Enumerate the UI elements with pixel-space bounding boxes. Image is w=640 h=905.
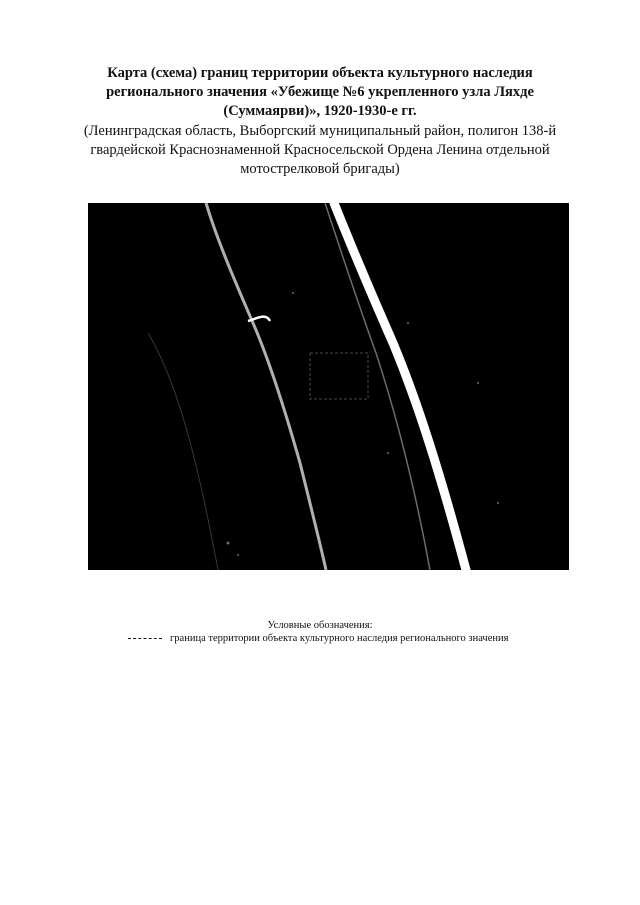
legend-title: Условные обозначения: (267, 620, 373, 631)
dashed-line-symbol (128, 638, 162, 639)
document-title: Карта (схема) границ территории объекта культурного наследия регионального значения «Убежище №6 укрепленного узла Ляхде (Суммаярви)», 1920-1930-е гг. (106, 65, 534, 119)
legend-item-label: граница территории объекта культурного наследия регионального значения (170, 633, 509, 644)
legend-item (128, 632, 548, 645)
map-image (88, 203, 569, 570)
map-background (88, 203, 569, 570)
document-subtitle: (Ленинградская область, Выборгский муниципальный район, полигон 138-й гвардейской Краснознаменной Красносельской Ордена Ленина отдельной мотострелковой бригады) (83, 123, 557, 177)
satellite-map (88, 203, 569, 570)
